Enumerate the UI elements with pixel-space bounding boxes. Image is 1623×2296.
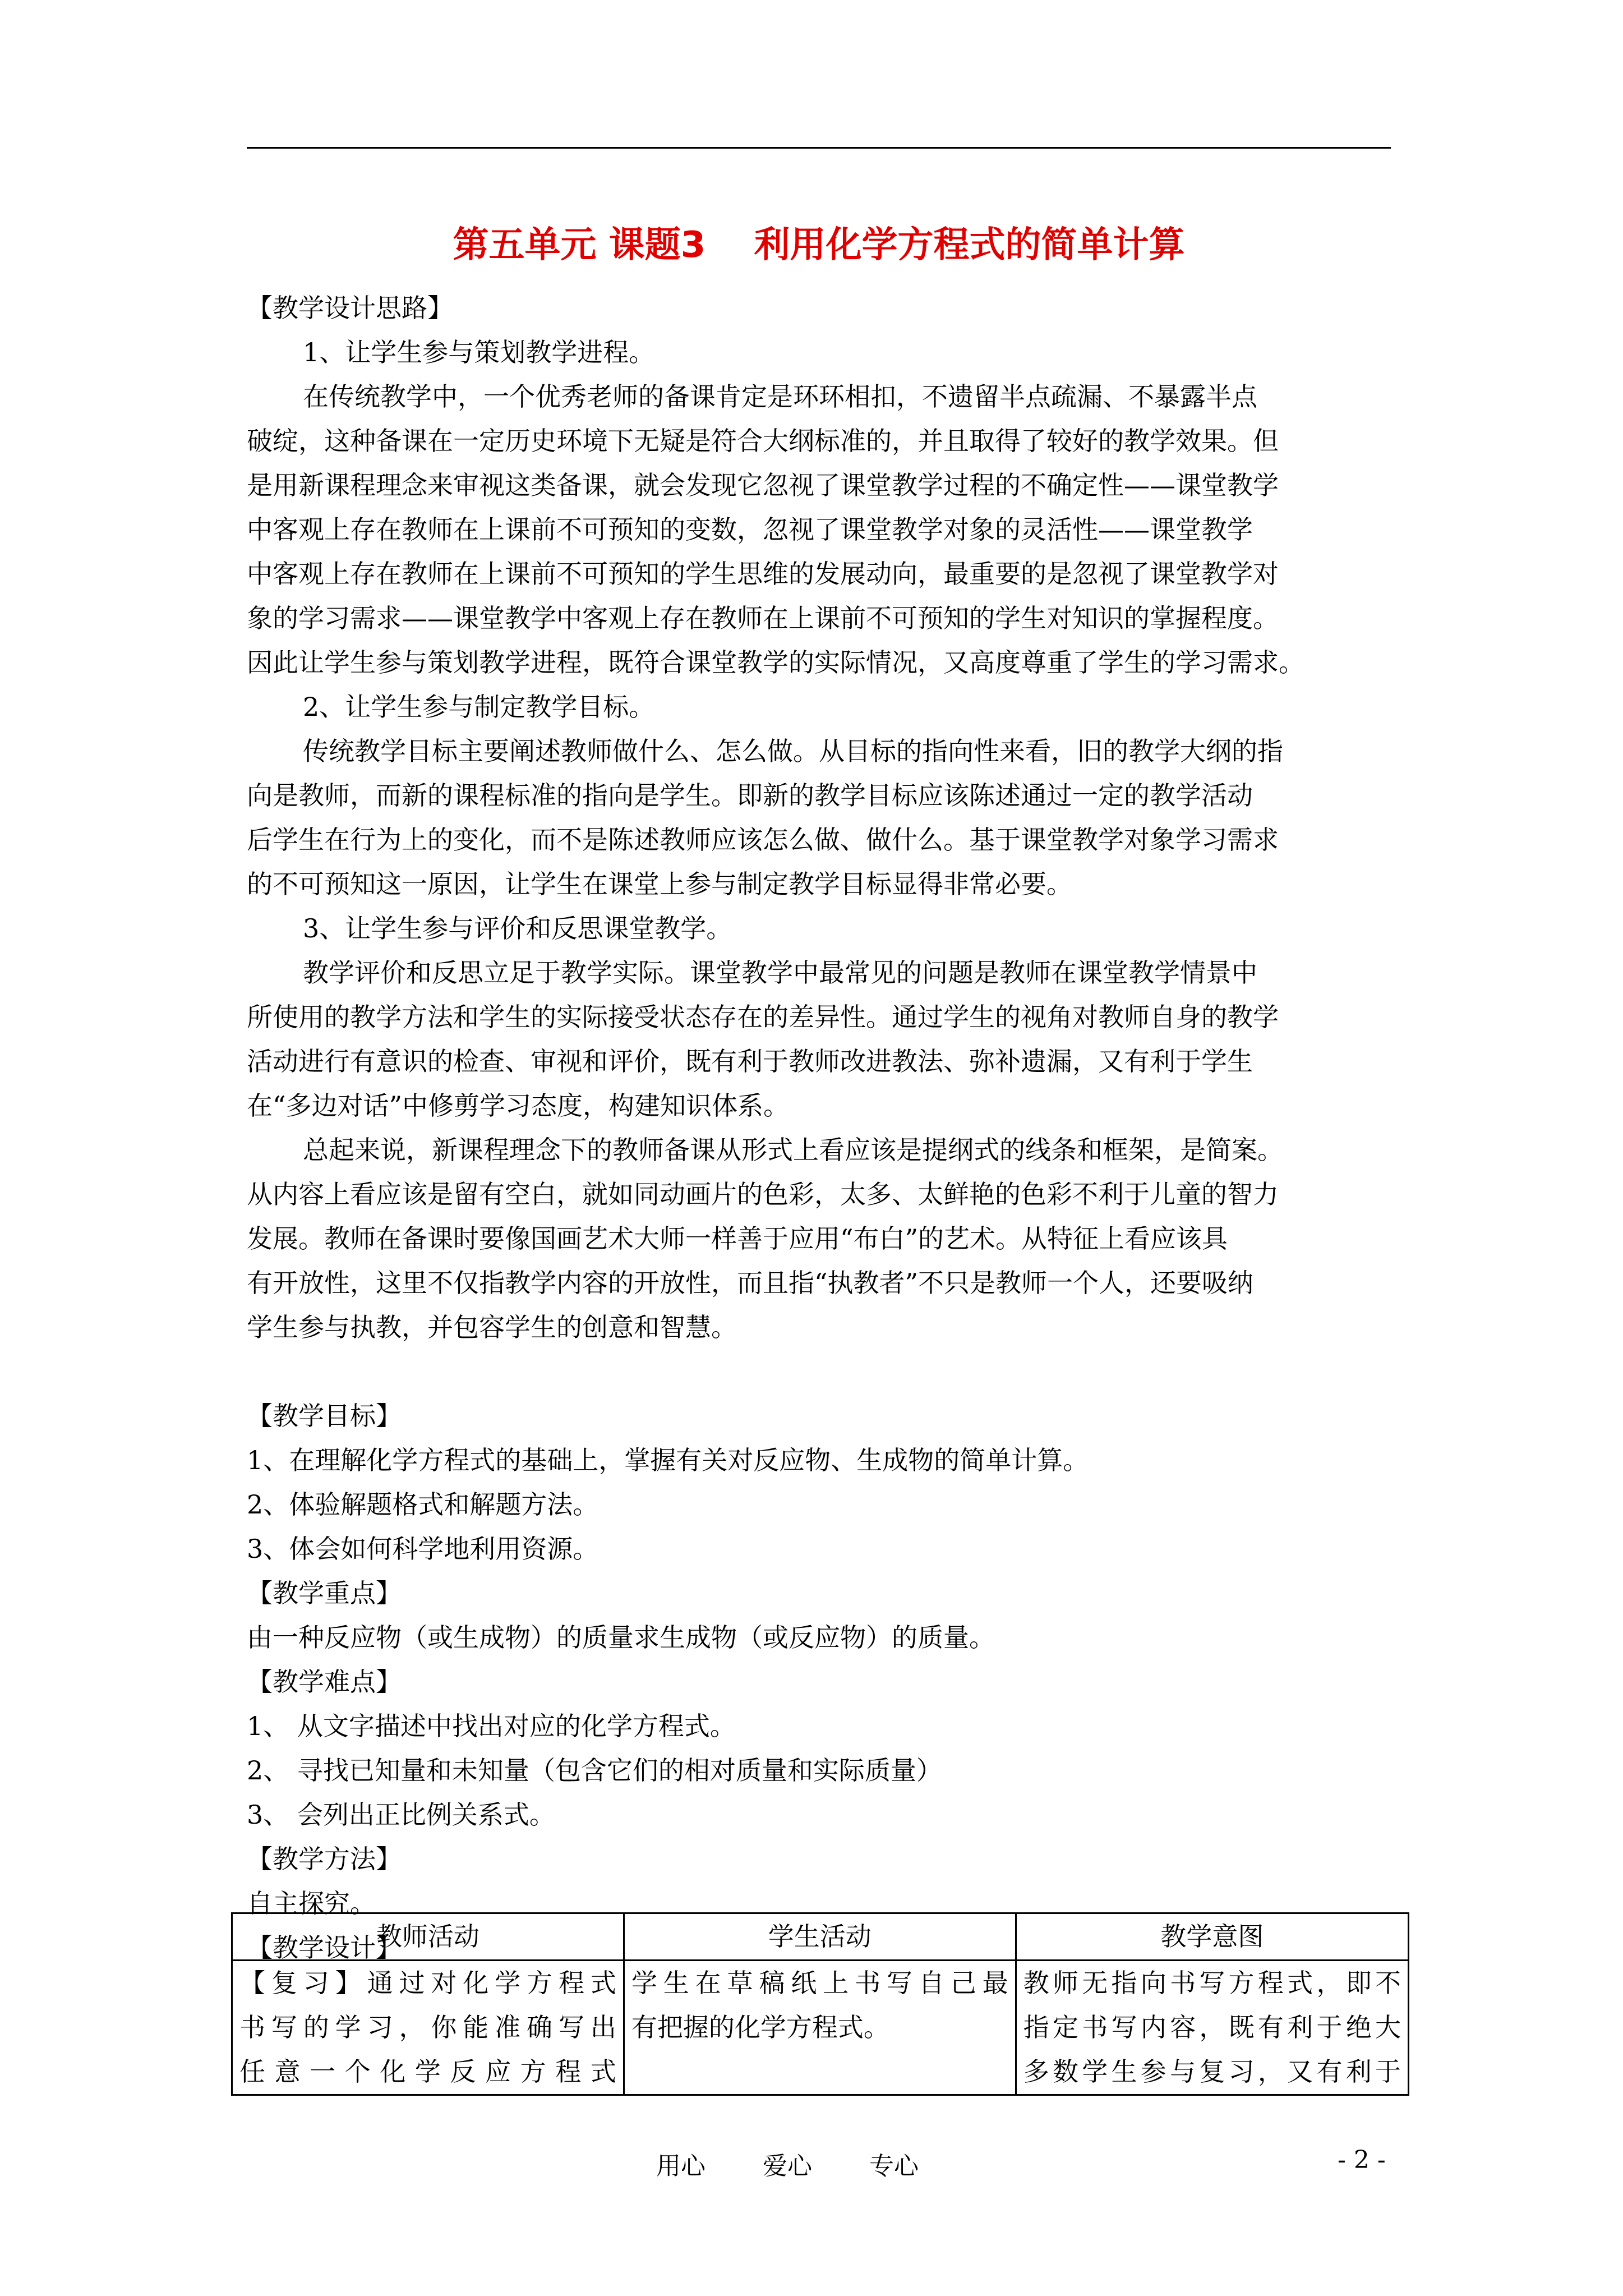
text-line: 3、 会列出正比例关系式。 xyxy=(247,1800,555,1830)
table-header-row xyxy=(232,1913,1409,1961)
header-rule xyxy=(247,147,1391,149)
text-line: 中客观上存在教师在上课前不可预知的变数，忽视了课堂教学对象的灵活性——课堂教学 xyxy=(247,514,1253,545)
text-line: 学生参与执教，并包容学生的创意和智慧。 xyxy=(247,1312,737,1342)
table-header-cell: 教学意图 xyxy=(1016,1913,1408,1961)
cell-line: 学生在草稿纸上书写自己最 xyxy=(631,1968,1008,1998)
table-header-cell: 教师活动 xyxy=(232,1913,624,1961)
text-line: 2、让学生参与制定教学目标。 xyxy=(303,692,655,722)
cell-line: 多数学生参与复习，又有利于 xyxy=(1023,2056,1401,2087)
text-line: 教学评价和反思立足于教学实际。课堂教学中最常见的问题是教师在课堂教学情景中 xyxy=(303,958,1257,988)
text-line: 的不可预知这一原因，让学生在课堂上参与制定教学目标显得非常必要。 xyxy=(247,869,1072,899)
text-line: 象的学习需求——课堂教学中客观上存在教师在上课前不可预知的学生对知识的掌握程度。 xyxy=(247,603,1279,633)
text-line: 【教学设计思路】 xyxy=(247,293,453,323)
text-line: 1、让学生参与策划教学进程。 xyxy=(303,337,655,367)
text-line: 发展。教师在备课时要像国画艺术大师一样善于应用“布白”的艺术。从特征上看应该具 xyxy=(247,1223,1228,1254)
text-line: 是用新课程理念来审视这类备课，就会发现它忽视了课堂教学过程的不确定性——课堂教学 xyxy=(247,470,1279,500)
text-line: 由一种反应物（或生成物）的质量求生成物（或反应物）的质量。 xyxy=(247,1622,995,1653)
text-line: 有开放性，这里不仅指教学内容的开放性，而且指“执教者”不只是教师一个人，还要吸纳 xyxy=(247,1268,1254,1298)
cell-line: 教师无指向书写方程式，即不 xyxy=(1023,1968,1401,1998)
text-line: 【教学难点】 xyxy=(247,1667,402,1697)
blank-line xyxy=(247,1350,1391,1394)
text-line: 3、让学生参与评价和反思课堂教学。 xyxy=(303,913,732,944)
text-line: 2、体验解题格式和解题方法。 xyxy=(247,1489,599,1520)
teaching-design-table xyxy=(231,1912,1409,2096)
text-line: 所使用的教学方法和学生的实际接受状态存在的差异性。通过学生的视角对教师自身的教学 xyxy=(247,1002,1279,1032)
text-line: 【教学目标】 xyxy=(247,1401,402,1431)
text-line: 活动进行有意识的检查、审视和评价，既有利于教师改进教法、弥补遗漏，又有利于学生 xyxy=(247,1046,1253,1076)
document-body xyxy=(247,286,1391,1970)
cell-line: 有把握的化学方程式。 xyxy=(631,2012,889,2042)
text-line: 1、在理解化学方程式的基础上，掌握有关对反应物、生成物的简单计算。 xyxy=(247,1445,1089,1475)
cell-line: 指定书写内容，既有利于绝大 xyxy=(1023,2012,1401,2042)
table-cell-teaching-intent xyxy=(1016,1961,1408,2095)
text-line: 自主探究。 xyxy=(247,1888,376,1918)
text-line: 【教学方法】 xyxy=(247,1844,402,1874)
text-line: 总起来说，新课程理念下的教师备课从形式上看应该是提纲式的线条和框架，是简案。 xyxy=(303,1135,1283,1165)
table-cell-student-activity xyxy=(624,1961,1016,2095)
text-line: 传统教学目标主要阐述教师做什么、怎么做。从目标的指向性来看，旧的教学大纲的指 xyxy=(303,736,1283,766)
text-line: 从内容上看应该是留有空白，就如同动画片的色彩，太多、太鲜艳的色彩不利于儿童的智力 xyxy=(247,1179,1279,1209)
text-line: 2、 寻找已知量和未知量（包含它们的相对质量和实际质量） xyxy=(247,1755,942,1786)
table-row xyxy=(232,1961,1409,2095)
text-line: 1、 从文字描述中找出对应的化学方程式。 xyxy=(247,1711,736,1741)
text-line: 向是教师，而新的课程标准的指向是学生。即新的教学目标应该陈述通过一定的教学活动 xyxy=(247,780,1253,811)
text-line: 3、体会如何科学地利用资源。 xyxy=(247,1534,599,1564)
footer-motto: 用心 爱心 专心 xyxy=(656,2152,919,2180)
text-line: 破绽，这种备课在一定历史环境下无疑是符合大纲标准的，并且取得了较好的教学效果。但 xyxy=(247,426,1279,456)
text-line: 因此让学生参与策划教学进程，既符合课堂教学的实际情况，又高度尊重了学生的学习需求。 xyxy=(247,647,1304,678)
text-line: 在传统教学中，一个优秀老师的备课肯定是环环相扣，不遗留半点疏漏、不暴露半点 xyxy=(303,381,1257,412)
page-title: 第五单元 课题3 利用化学方程式的简单计算 xyxy=(453,224,1185,266)
table-cell-teacher-activity xyxy=(232,1961,624,2095)
text-line: 中客观上存在教师在上课前不可预知的学生思维的发展动向，最重要的是忽视了课堂教学对 xyxy=(247,559,1279,589)
page-number: - 2 - xyxy=(1338,2146,1386,2174)
text-line: 后学生在行为上的变化，而不是陈述教师应该怎么做、做什么。基于课堂教学对象学习需求 xyxy=(247,825,1279,855)
cell-line: 书写的学习，你能准确写出 xyxy=(239,2012,616,2042)
text-line: 【教学设计】 xyxy=(247,1932,402,1963)
text-line: 在“多边对话”中修剪学习态度，构建知识体系。 xyxy=(247,1091,790,1121)
cell-line: 任意一个化学反应方程式 xyxy=(239,2056,616,2087)
text-line: 【教学重点】 xyxy=(247,1578,402,1608)
table-header-cell: 学生活动 xyxy=(624,1913,1016,1961)
cell-line: 【复习】通过对化学方程式 xyxy=(239,1968,616,1998)
